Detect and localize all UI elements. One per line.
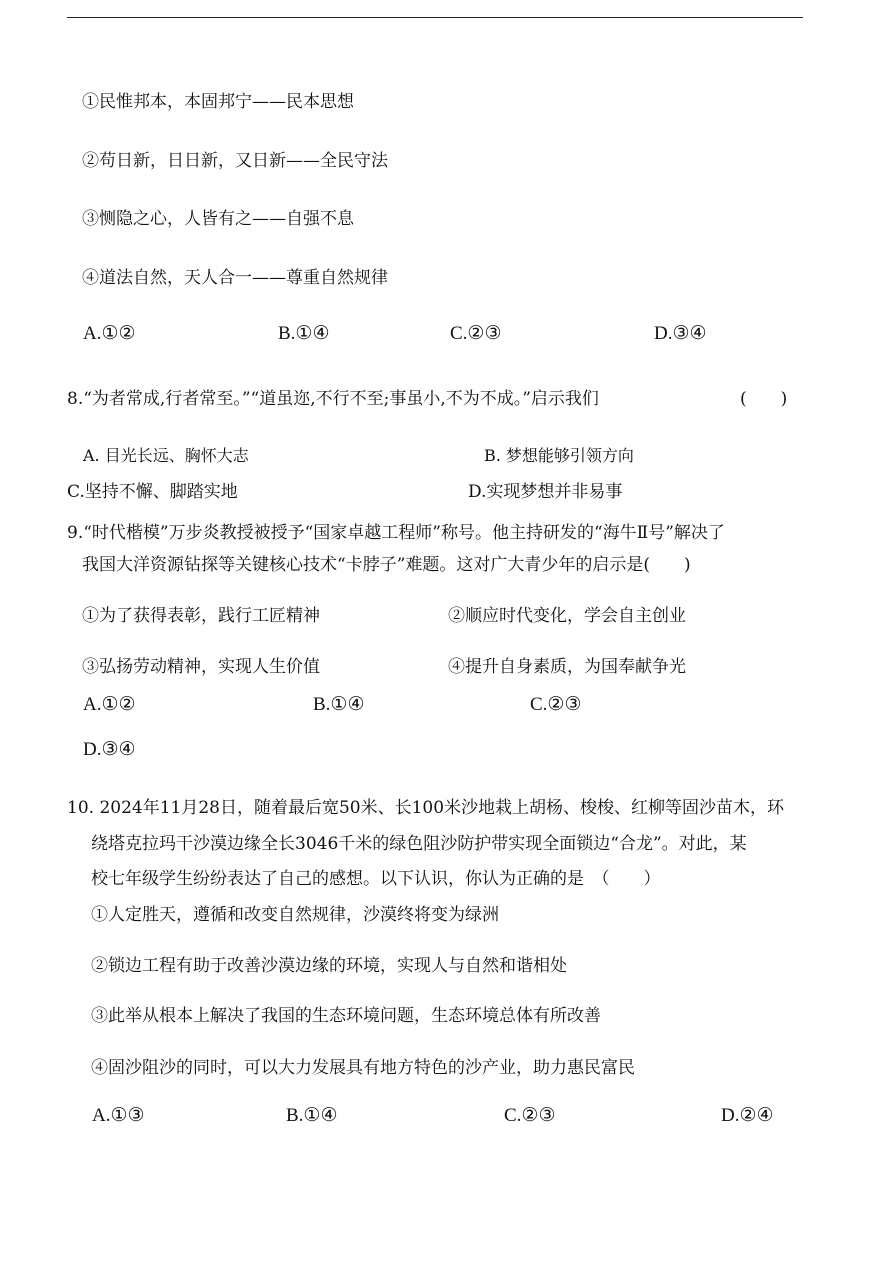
q9-option-c: C.②③ <box>530 694 582 715</box>
q8-option-c: C.坚持不懈、脚踏实地 <box>67 482 238 502</box>
q10-option-b: B.①④ <box>286 1105 338 1126</box>
q7-statement-4: ④道法自然，天人合一——尊重自然规律 <box>82 268 388 288</box>
q10-option-d: D.②④ <box>721 1105 774 1126</box>
q9-stem-line-1: 9.“时代楷模”万步炎教授被授予“国家卓越工程师”称号。他主持研发的“海牛Ⅱ号”解决了 <box>67 523 725 543</box>
q10-stem-line-2: 绕塔克拉玛干沙漠边缘全长3046千米的绿色阻沙防护带实现全面锁边“合龙”。对此，某 <box>91 834 747 854</box>
q9-statement-4: ④提升自身素质，为国奉献争光 <box>448 657 686 677</box>
q7-option-b: B.①④ <box>278 323 330 344</box>
q8-option-a: A. 目光长远、胸怀大志 <box>83 446 249 465</box>
q10-stem-line-1: 10. 2024年11月28日，随着最后宽50米、长100米沙地栽上胡杨、梭梭、红柳等固沙苗木，环 <box>67 798 785 818</box>
q10-statement-1: ①人定胜天，遵循和改变自然规律，沙漠终将变为绿洲 <box>91 905 499 925</box>
q9-option-b: B.①④ <box>313 694 365 715</box>
q7-statement-2: ②苟日新，日日新，又日新——全民守法 <box>82 151 388 171</box>
q7-statement-1: ①民惟邦本，本固邦宁——民本思想 <box>82 92 354 112</box>
q9-stem-line-2: 我国大洋资源钻探等关键核心技术“卡脖子”难题。这对广大青少年的启示是( ) <box>82 555 691 575</box>
q10-statement-2: ②锁边工程有助于改善沙漠边缘的环境，实现人与自然和谐相处 <box>91 956 567 976</box>
q8-stem: 8.“为者常成,行者常至。”“道虽迩,不行不至;事虽小,不为不成。”启示我们 <box>67 389 599 409</box>
q10-option-c: C.②③ <box>504 1105 556 1126</box>
q9-option-a: A.①② <box>83 694 136 715</box>
q10-option-a: A.①③ <box>92 1105 145 1126</box>
header-rule <box>67 17 803 18</box>
q7-statement-3: ③恻隐之心，人皆有之——自强不息 <box>82 209 354 229</box>
q10-stem-line-3: 校七年级学生纷纷表达了自己的感想。以下认识，你认为正确的是 （ ） <box>91 869 661 889</box>
q7-option-a: A.①② <box>83 323 136 344</box>
q10-statement-4: ④固沙阻沙的同时，可以大力发展具有地方特色的沙产业，助力惠民富民 <box>91 1058 635 1078</box>
q9-statement-3: ③弘扬劳动精神，实现人生价值 <box>82 657 320 677</box>
q8-answer-paren: ( ) <box>740 389 788 409</box>
q8-option-b: B. 梦想能够引领方向 <box>484 446 634 465</box>
q9-statement-1: ①为了获得表彰，践行工匠精神 <box>82 606 320 626</box>
q7-option-d: D.③④ <box>654 323 707 344</box>
q9-option-d: D.③④ <box>83 739 136 760</box>
q7-option-c: C.②③ <box>450 323 502 344</box>
q9-statement-2: ②顺应时代变化，学会自主创业 <box>448 606 686 626</box>
q10-statement-3: ③此举从根本上解决了我国的生态环境问题，生态环境总体有所改善 <box>91 1006 601 1026</box>
q8-option-d: D.实现梦想并非易事 <box>468 482 623 502</box>
